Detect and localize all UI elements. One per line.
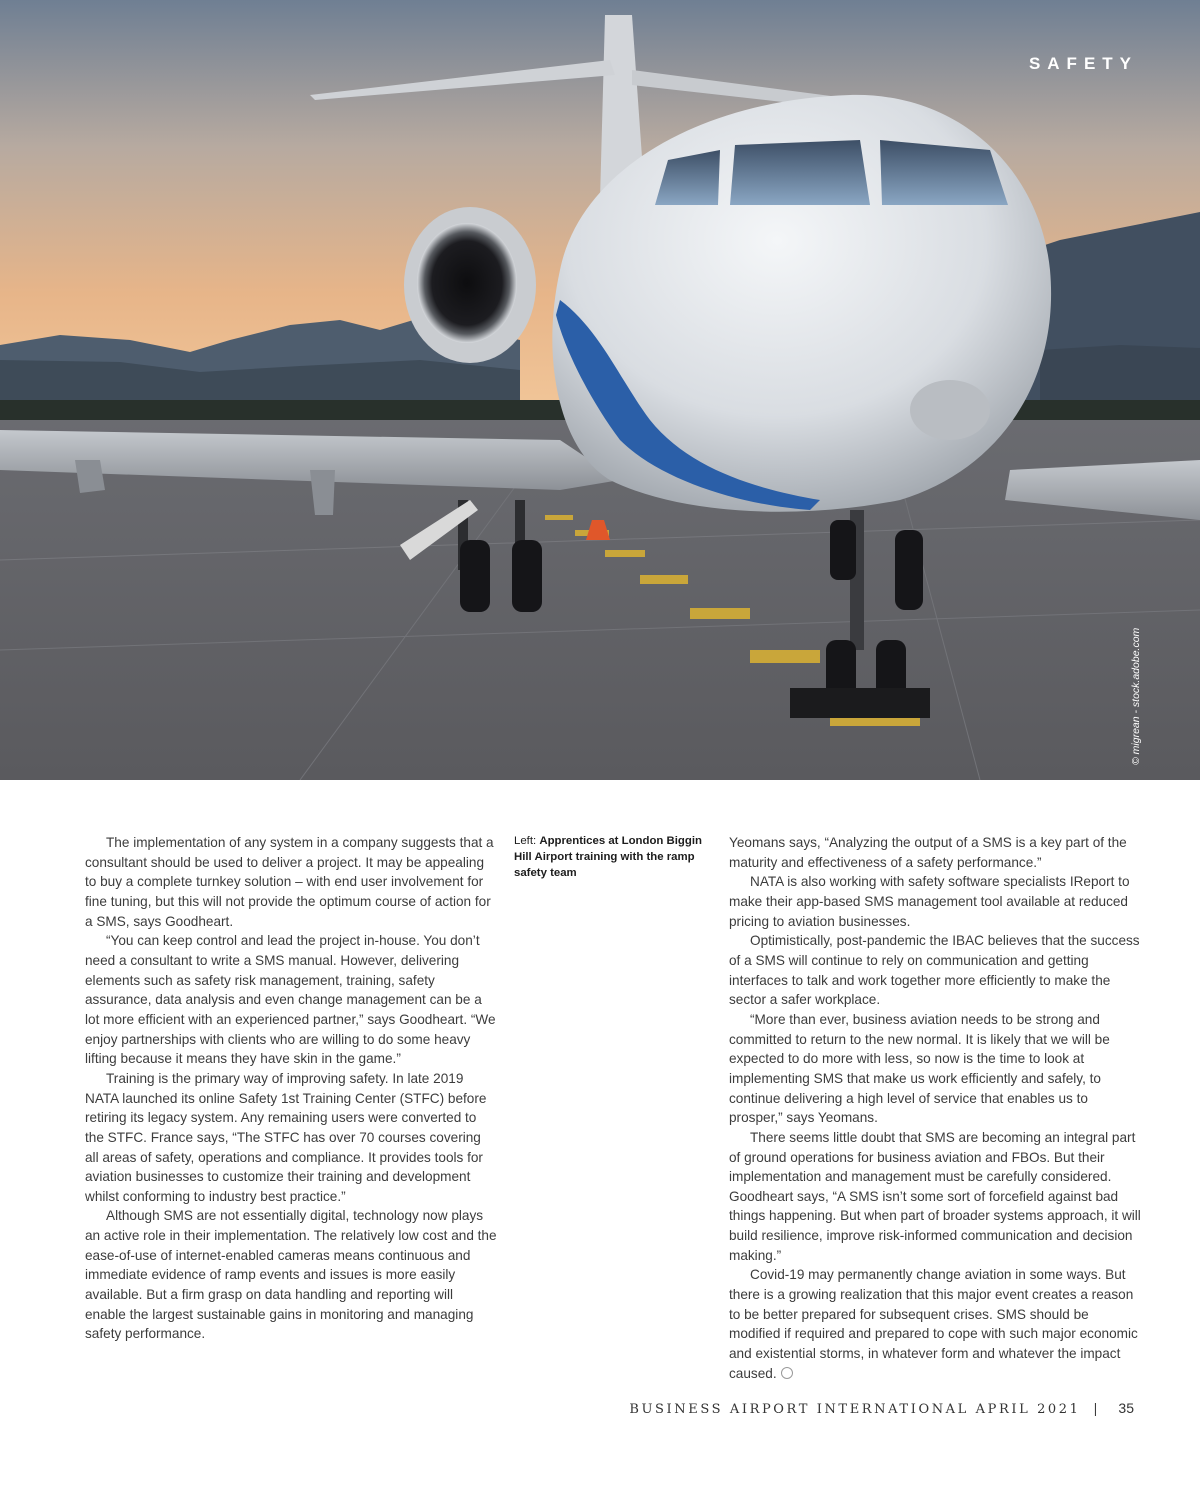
- photo-credit: © migrean - stock.adobe.com: [1130, 627, 1142, 765]
- page-number: 35: [1118, 1400, 1134, 1416]
- paragraph: NATA is also working with safety software specialists IReport to make their app-based SMS management tool available at reduced pricing to aviation businesses.: [729, 874, 1130, 929]
- footer-separator: |: [1093, 1402, 1098, 1417]
- section-label: SAFETY: [1028, 54, 1138, 73]
- end-of-article-icon: [781, 1367, 793, 1379]
- paragraph-last: [729, 1265, 1141, 1383]
- paragraph: Optimistically, post-pandemic the IBAC believes that the success of a SMS will continue to rely on communication and getting interfaces to talk and work together more efficiently to make the sector a safer workplace.: [729, 933, 1140, 1008]
- photo-caption: [514, 833, 710, 881]
- paragraph: “You can keep control and lead the project in-house. You don’t need a consultant to write a SMS manual. However, delivering elements such as safety risk management, training, safety assurance, data analysis and even change management can be a lot more efficient with an experienced partner,” says Goodheart. “We enjoy partnerships with clients who are willing to do some heavy lifting because it means they have skin in the game.”: [85, 933, 496, 1067]
- paragraph: Although SMS are not essentially digital, technology now plays an active role in their implementation. The relatively low cost and the ease-of-use of internet-enabled cameras means continuous and immediate evidence of ramp events and issues is more easily available. But a firm grasp on data handling and reporting will enable the largest sustainable gains in monitoring and managing safety performance.: [85, 1208, 497, 1342]
- article-column-right: [729, 833, 1141, 1383]
- paragraph: Training is the primary way of improving safety. In late 2019 NATA launched its online Safety 1st Training Center (STFC) before retiring its legacy system. Any remaining users were converted to the STFC. France says, “The STFC has over 70 courses covering all areas of safety, operations and compliance. It provides tools for aviation businesses to customize their training and development whilst conforming to industry best practice.”: [85, 1070, 487, 1204]
- paragraph: There seems little doubt that SMS are becoming an integral part of ground operations for business aviation and FBOs. But their implementation and management must be carefully considered. Goodheart says, “A SMS isn’t some sort of forcefield against bad things happening. But when part of broader systems approach, it will build resilience, improve risk-informed communication and decision making.”: [729, 1129, 1141, 1263]
- article-column-left: [85, 833, 497, 1344]
- caption-text: Apprentices at London Biggin Hill Airport training with the ramp safety team: [514, 835, 702, 879]
- issue-date: APRIL 2021: [975, 1402, 1081, 1417]
- publication-name: BUSINESS AIRPORT INTERNATIONAL: [629, 1402, 969, 1417]
- paragraph: Yeomans says, “Analyzing the output of a SMS is a key part of the maturity and effectiveness of a safety performance.”: [729, 835, 1127, 870]
- paragraph-text: Covid-19 may permanently change aviation in some ways. But there is a growing realization that this major event creates a reason to be better prepared for subsequent crises. SMS should be modified if required and prepared to cope with such major economic and existential storms, in whatever form and whatever the impact caused.: [729, 1267, 1138, 1381]
- paragraph: The implementation of any system in a company suggests that a consultant should be used to deliver a project. It may be appealing to buy a complete turnkey solution – with end user involvement for fine tuning, but this will not provide the optimum course of action for a SMS, says Goodheart.: [85, 835, 494, 929]
- caption-prefix: Left:: [514, 835, 540, 847]
- page-footer: [629, 1400, 1134, 1417]
- paragraph: “More than ever, business aviation needs to be strong and committed to return to the new normal. It is likely that we will be expected to do more with less, so now is the time to look at implementing SMS that make us work efficiently and safely, to continue delivering a high level of service that enables us to prosper,” says Yeomans.: [729, 1011, 1110, 1126]
